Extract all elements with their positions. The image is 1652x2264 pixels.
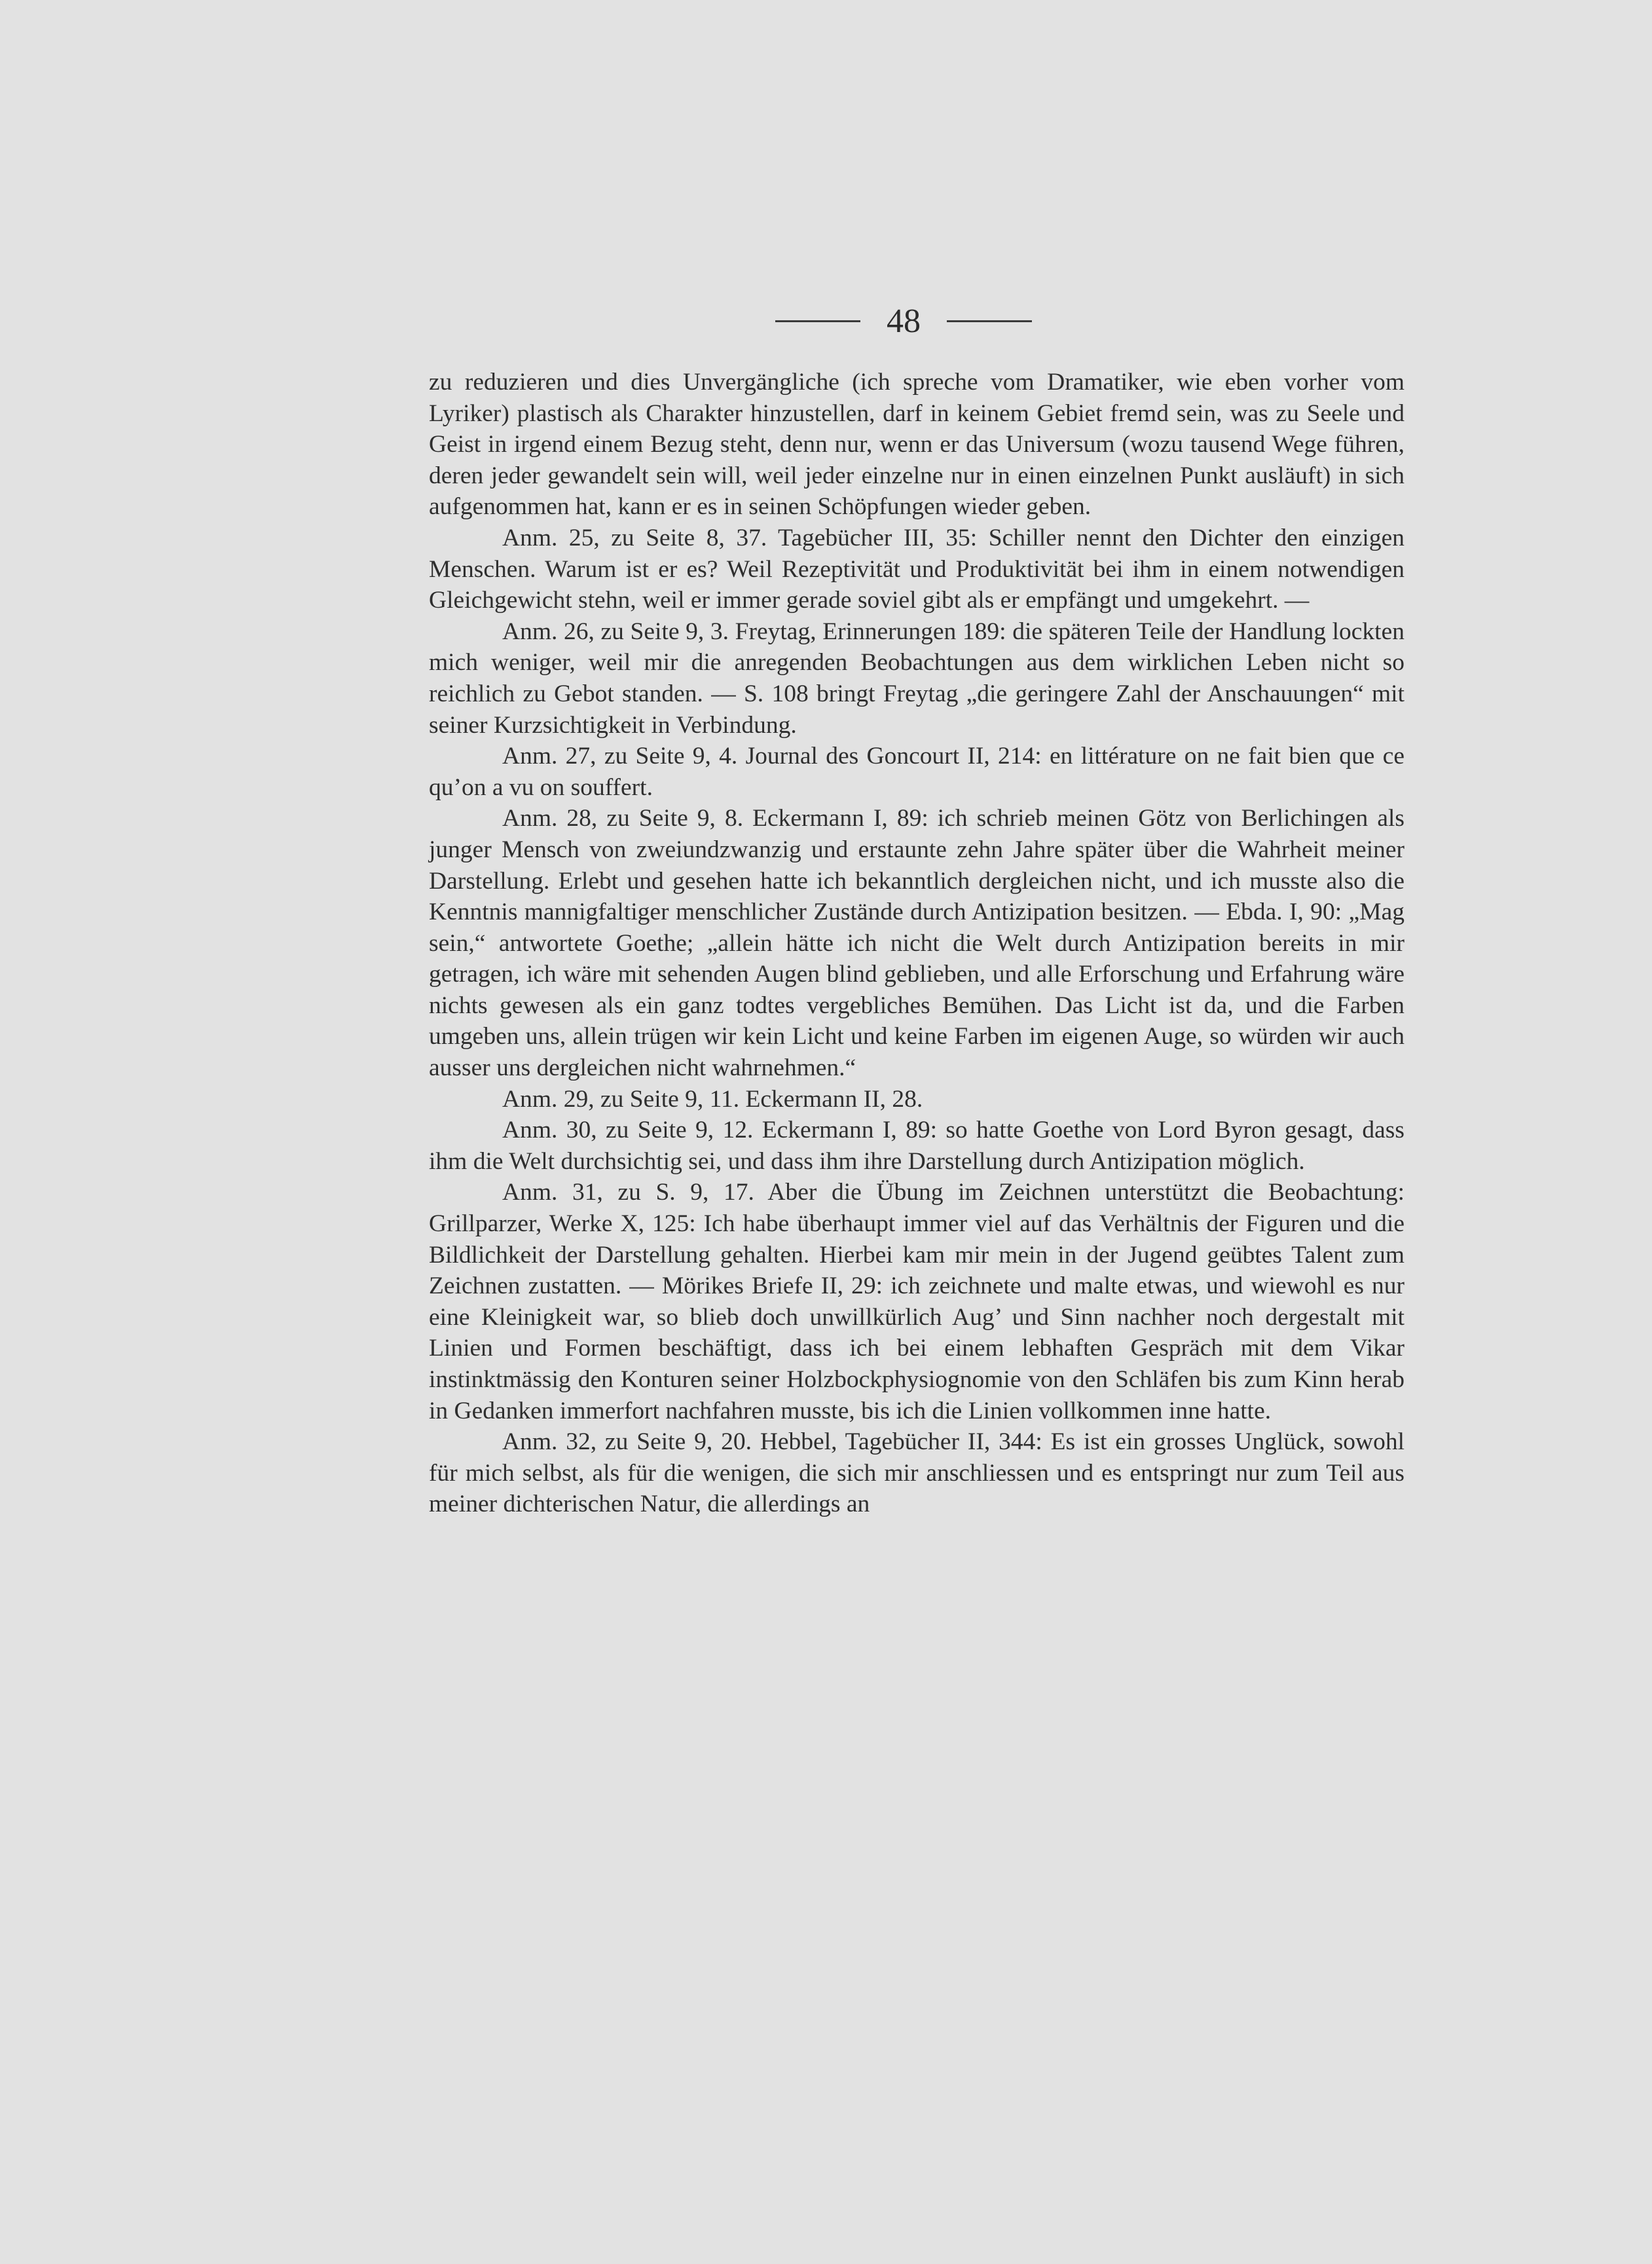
note-26: Anm. 26, zu Seite 9, 3. Freytag, Erinnerungen 189: die späteren Teile der Handlung lockten mich weniger, weil mir die anregenden Beobachtungen aus dem wirklichen Leben nicht so reichlich zu Gebot standen. — S. 108 bringt Freytag „die geringere Zahl der Anschauungen“ mit seiner Kurzsichtigkeit in Verbindung.	[429, 618, 1404, 739]
header-rule-left	[775, 320, 860, 322]
note-30: Anm. 30, zu Seite 9, 12. Eckermann I, 89: so hatte Goethe von Lord Byron gesagt, dass ihm die Welt durchsichtig sei, und dass ihm ihre Darstellung durch Antizipation möglich.	[429, 1117, 1404, 1175]
header-rule-right	[947, 320, 1032, 322]
note-31: Anm. 31, zu S. 9, 17. Aber die Übung im Zeichnen unterstützt die Beobachtung: Grillparzer, Werke X, 125: Ich habe überhaupt immer viel auf das Verhältnis der Figuren und die Bildlichkeit der Darstellung gehalten. Hierbei kam mir mein in der Jugend geübtes Talent zum Zeichnen zustatten. — Mörikes Briefe II, 29: ich zeichnete und malte etwas, und wiewohl es nur eine Kleinigkeit war, so blieb doch unwillkürlich Aug’ und Sinn nachher noch dergestalt mit Linien und Formen beschäftigt, dass ich bei einem lebhaften Gespräch mit dem Vikar instinktmässig den Konturen seiner Holzbockphysiognomie von den Schläfen bis zum Kinn herab in Gedanken immerfort nachfahren musste, bis ich die Linien vollkommen inne hatte.	[429, 1179, 1404, 1424]
body-text	[429, 367, 1404, 1520]
note-25: Anm. 25, zu Seite 8, 37. Tagebücher III, 35: Schiller nennt den Dichter den einzigen Menschen. Warum ist er es? Weil Rezeptivität und Produktivität bei ihm in einem notwendigen Gleichgewicht stehn, weil er immer gerade soviel gibt als er empfängt und umgekehrt. —	[429, 524, 1404, 614]
note-27: Anm. 27, zu Seite 9, 4. Journal des Goncourt II, 214: en littérature on ne fait bien que ce qu’on a vu on souffert.	[429, 743, 1404, 801]
note-28: Anm. 28, zu Seite 9, 8. Eckermann I, 89: ich schrieb meinen Götz von Berlichingen als junger Mensch von zweiundzwanzig und erstaunte zehn Jahre später über die Wahrheit meiner Darstellung. Erlebt und gesehen hatte ich bekanntlich dergleichen nicht, und ich musste also die Kenntnis mannigfaltiger menschlicher Zustände durch Antizipation besitzen. — Ebda. I, 90: „Mag sein,“ antwortete Goethe; „allein hätte ich nicht die Welt durch Antizipation bereits in mir getragen, ich wäre mit sehenden Augen blind geblieben, und alle Erforschung und Erfahrung wäre nichts gewesen als ein ganz todtes vergebliches Bemühen. Das Licht ist da, und die Farben umgeben uns, allein trügen wir kein Licht und keine Farben im eigenen Auge, so würden wir auch ausser uns dergleichen nicht wahrnehmen.“	[429, 805, 1404, 1082]
page-number: 48	[887, 302, 921, 340]
paragraph-continuation: zu reduzieren und dies Unvergängliche (ich spreche vom Dramatiker, wie eben vorher vom Lyriker) plastisch als Charakter hinzustellen, darf in keinem Gebiet fremd sein, was zu Seele und Geist in irgend einem Bezug steht, denn nur, wenn er das Universum (wozu tausend Wege führen, deren jeder gewandelt sein will, weil jeder einzelne nur in einen einzelnen Punkt ausläuft) in sich aufgenommen hat, kann er es in seinen Schöpfungen wieder geben.	[429, 369, 1404, 521]
note-29: Anm. 29, zu Seite 9, 11. Eckermann II, 28.	[502, 1085, 923, 1113]
page-header	[773, 295, 1035, 347]
note-32: Anm. 32, zu Seite 9, 20. Hebbel, Tagebücher II, 344: Es ist ein grosses Unglück, sowohl für mich selbst, als für die wenigen, die sich mir anschliessen und es entspringt nur zum Teil aus meiner dichterischen Natur, die allerdings an	[429, 1428, 1404, 1518]
